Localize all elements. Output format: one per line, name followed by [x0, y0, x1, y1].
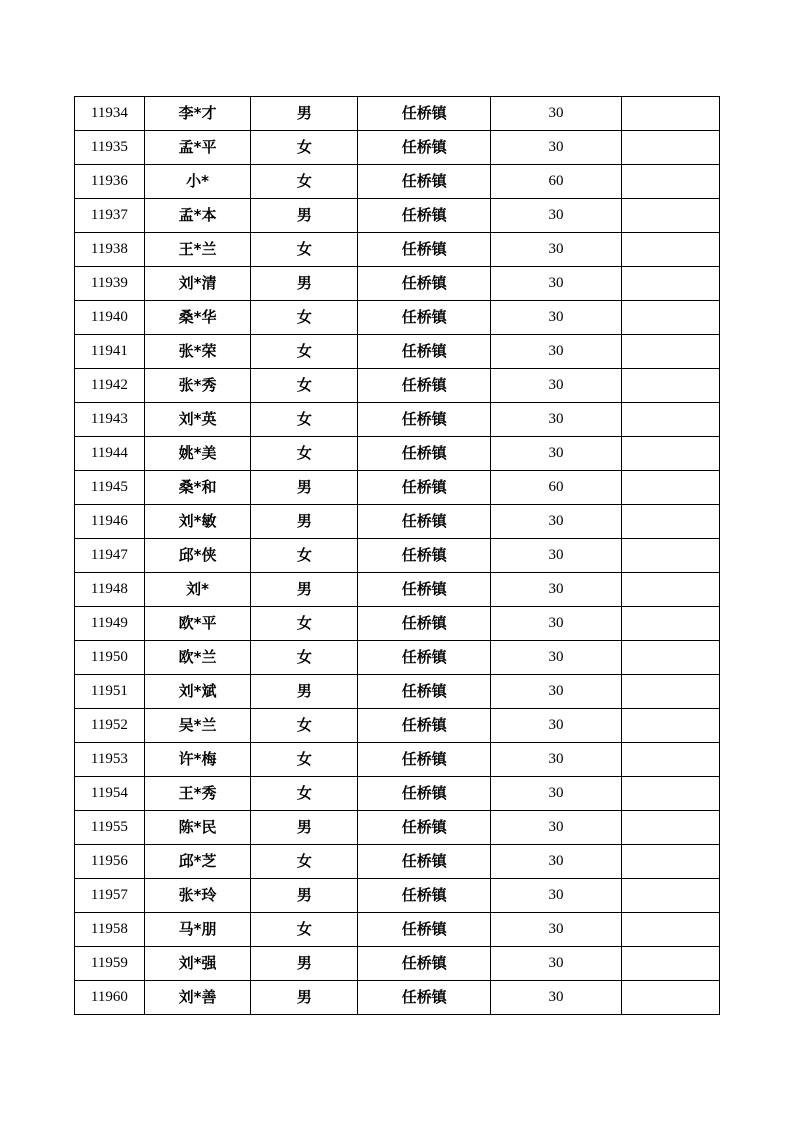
cell-id: 11946 [75, 505, 145, 539]
cell-blank [621, 607, 719, 641]
cell-amount: 30 [491, 879, 622, 913]
cell-town: 任桥镇 [358, 267, 491, 301]
cell-id: 11956 [75, 845, 145, 879]
cell-amount: 30 [491, 233, 622, 267]
cell-blank [621, 981, 719, 1015]
cell-id: 11936 [75, 165, 145, 199]
table-row [75, 743, 720, 777]
cell-amount: 30 [491, 97, 622, 131]
cell-town: 任桥镇 [358, 913, 491, 947]
cell-sex: 男 [251, 947, 358, 981]
cell-amount: 30 [491, 301, 622, 335]
cell-sex: 女 [251, 131, 358, 165]
table-row [75, 505, 720, 539]
table-row [75, 879, 720, 913]
cell-town: 任桥镇 [358, 539, 491, 573]
table-row [75, 675, 720, 709]
cell-sex: 男 [251, 471, 358, 505]
cell-name: 小* [144, 165, 251, 199]
table-row [75, 709, 720, 743]
cell-sex: 男 [251, 879, 358, 913]
cell-town: 任桥镇 [358, 675, 491, 709]
cell-name: 王*秀 [144, 777, 251, 811]
cell-blank [621, 131, 719, 165]
cell-town: 任桥镇 [358, 811, 491, 845]
table-row [75, 369, 720, 403]
cell-sex: 男 [251, 505, 358, 539]
cell-id: 11937 [75, 199, 145, 233]
cell-name: 刘*善 [144, 981, 251, 1015]
table-row [75, 301, 720, 335]
cell-sex: 女 [251, 743, 358, 777]
cell-id: 11934 [75, 97, 145, 131]
cell-sex: 女 [251, 845, 358, 879]
cell-id: 11940 [75, 301, 145, 335]
cell-town: 任桥镇 [358, 607, 491, 641]
cell-sex: 女 [251, 165, 358, 199]
cell-id: 11953 [75, 743, 145, 777]
cell-amount: 60 [491, 471, 622, 505]
cell-id: 11944 [75, 437, 145, 471]
cell-sex: 男 [251, 97, 358, 131]
cell-town: 任桥镇 [358, 845, 491, 879]
cell-blank [621, 539, 719, 573]
cell-town: 任桥镇 [358, 131, 491, 165]
cell-blank [621, 641, 719, 675]
cell-sex: 女 [251, 539, 358, 573]
cell-blank [621, 811, 719, 845]
cell-amount: 30 [491, 607, 622, 641]
cell-name: 欧*兰 [144, 641, 251, 675]
cell-amount: 30 [491, 403, 622, 437]
cell-id: 11942 [75, 369, 145, 403]
cell-town: 任桥镇 [358, 97, 491, 131]
cell-sex: 女 [251, 335, 358, 369]
cell-blank [621, 233, 719, 267]
cell-town: 任桥镇 [358, 199, 491, 233]
cell-town: 任桥镇 [358, 369, 491, 403]
table-row [75, 233, 720, 267]
cell-blank [621, 743, 719, 777]
cell-amount: 30 [491, 981, 622, 1015]
cell-name: 刘*清 [144, 267, 251, 301]
cell-amount: 30 [491, 573, 622, 607]
cell-amount: 30 [491, 335, 622, 369]
cell-id: 11955 [75, 811, 145, 845]
cell-sex: 女 [251, 369, 358, 403]
cell-blank [621, 301, 719, 335]
cell-sex: 男 [251, 267, 358, 301]
cell-blank [621, 947, 719, 981]
cell-sex: 男 [251, 981, 358, 1015]
cell-town: 任桥镇 [358, 437, 491, 471]
cell-amount: 30 [491, 743, 622, 777]
cell-amount: 30 [491, 199, 622, 233]
cell-name: 陈*民 [144, 811, 251, 845]
cell-blank [621, 505, 719, 539]
cell-id: 11959 [75, 947, 145, 981]
cell-sex: 男 [251, 811, 358, 845]
table-row [75, 437, 720, 471]
table-row [75, 97, 720, 131]
cell-blank [621, 845, 719, 879]
cell-amount: 30 [491, 947, 622, 981]
cell-blank [621, 913, 719, 947]
cell-town: 任桥镇 [358, 981, 491, 1015]
cell-blank [621, 675, 719, 709]
table-row [75, 539, 720, 573]
cell-name: 邱*芝 [144, 845, 251, 879]
table-row [75, 777, 720, 811]
cell-amount: 30 [491, 131, 622, 165]
cell-id: 11957 [75, 879, 145, 913]
table-row [75, 981, 720, 1015]
cell-id: 11945 [75, 471, 145, 505]
cell-amount: 30 [491, 437, 622, 471]
cell-id: 11954 [75, 777, 145, 811]
cell-town: 任桥镇 [358, 879, 491, 913]
cell-blank [621, 471, 719, 505]
cell-town: 任桥镇 [358, 403, 491, 437]
cell-name: 吴*兰 [144, 709, 251, 743]
table-row [75, 947, 720, 981]
cell-name: 李*才 [144, 97, 251, 131]
cell-town: 任桥镇 [358, 641, 491, 675]
cell-blank [621, 199, 719, 233]
cell-sex: 女 [251, 233, 358, 267]
cell-id: 11951 [75, 675, 145, 709]
cell-town: 任桥镇 [358, 573, 491, 607]
cell-name: 孟*本 [144, 199, 251, 233]
cell-town: 任桥镇 [358, 777, 491, 811]
cell-amount: 30 [491, 811, 622, 845]
cell-amount: 60 [491, 165, 622, 199]
cell-amount: 30 [491, 505, 622, 539]
cell-id: 11947 [75, 539, 145, 573]
cell-amount: 30 [491, 539, 622, 573]
table-row [75, 335, 720, 369]
cell-sex: 女 [251, 437, 358, 471]
table-row [75, 199, 720, 233]
cell-amount: 30 [491, 913, 622, 947]
table-row [75, 845, 720, 879]
cell-id: 11938 [75, 233, 145, 267]
cell-blank [621, 335, 719, 369]
cell-sex: 女 [251, 641, 358, 675]
cell-sex: 男 [251, 573, 358, 607]
cell-name: 马*朋 [144, 913, 251, 947]
cell-town: 任桥镇 [358, 505, 491, 539]
cell-town: 任桥镇 [358, 335, 491, 369]
cell-amount: 30 [491, 709, 622, 743]
cell-blank [621, 879, 719, 913]
table-row [75, 913, 720, 947]
table-row [75, 641, 720, 675]
cell-id: 11958 [75, 913, 145, 947]
table-row [75, 131, 720, 165]
cell-name: 邱*侠 [144, 539, 251, 573]
cell-town: 任桥镇 [358, 165, 491, 199]
cell-name: 张*玲 [144, 879, 251, 913]
cell-blank [621, 267, 719, 301]
cell-id: 11948 [75, 573, 145, 607]
cell-name: 刘* [144, 573, 251, 607]
cell-town: 任桥镇 [358, 709, 491, 743]
cell-name: 刘*强 [144, 947, 251, 981]
cell-blank [621, 777, 719, 811]
cell-id: 11939 [75, 267, 145, 301]
cell-name: 姚*美 [144, 437, 251, 471]
cell-sex: 女 [251, 301, 358, 335]
roster-table [74, 96, 720, 1015]
roster-table-container [74, 96, 720, 1015]
cell-town: 任桥镇 [358, 947, 491, 981]
cell-name: 张*秀 [144, 369, 251, 403]
cell-town: 任桥镇 [358, 301, 491, 335]
table-row [75, 267, 720, 301]
cell-amount: 30 [491, 777, 622, 811]
cell-name: 王*兰 [144, 233, 251, 267]
cell-name: 桑*华 [144, 301, 251, 335]
cell-amount: 30 [491, 845, 622, 879]
table-row [75, 165, 720, 199]
cell-sex: 女 [251, 709, 358, 743]
cell-name: 刘*敏 [144, 505, 251, 539]
cell-id: 11952 [75, 709, 145, 743]
cell-id: 11949 [75, 607, 145, 641]
cell-name: 刘*英 [144, 403, 251, 437]
cell-name: 欧*平 [144, 607, 251, 641]
cell-amount: 30 [491, 675, 622, 709]
cell-blank [621, 437, 719, 471]
cell-id: 11960 [75, 981, 145, 1015]
cell-blank [621, 709, 719, 743]
cell-sex: 女 [251, 607, 358, 641]
cell-sex: 女 [251, 913, 358, 947]
cell-name: 许*梅 [144, 743, 251, 777]
cell-blank [621, 369, 719, 403]
cell-name: 刘*斌 [144, 675, 251, 709]
roster-table-body [75, 97, 720, 1015]
cell-town: 任桥镇 [358, 743, 491, 777]
cell-id: 11935 [75, 131, 145, 165]
cell-sex: 男 [251, 675, 358, 709]
cell-blank [621, 403, 719, 437]
cell-sex: 男 [251, 199, 358, 233]
cell-name: 桑*和 [144, 471, 251, 505]
table-row [75, 471, 720, 505]
cell-name: 孟*平 [144, 131, 251, 165]
cell-amount: 30 [491, 369, 622, 403]
cell-id: 11950 [75, 641, 145, 675]
table-row [75, 811, 720, 845]
table-row [75, 607, 720, 641]
cell-id: 11941 [75, 335, 145, 369]
cell-town: 任桥镇 [358, 471, 491, 505]
cell-blank [621, 165, 719, 199]
cell-blank [621, 573, 719, 607]
table-row [75, 573, 720, 607]
cell-town: 任桥镇 [358, 233, 491, 267]
cell-id: 11943 [75, 403, 145, 437]
cell-amount: 30 [491, 641, 622, 675]
cell-sex: 女 [251, 403, 358, 437]
cell-name: 张*荣 [144, 335, 251, 369]
cell-sex: 女 [251, 777, 358, 811]
cell-amount: 30 [491, 267, 622, 301]
table-row [75, 403, 720, 437]
cell-blank [621, 97, 719, 131]
